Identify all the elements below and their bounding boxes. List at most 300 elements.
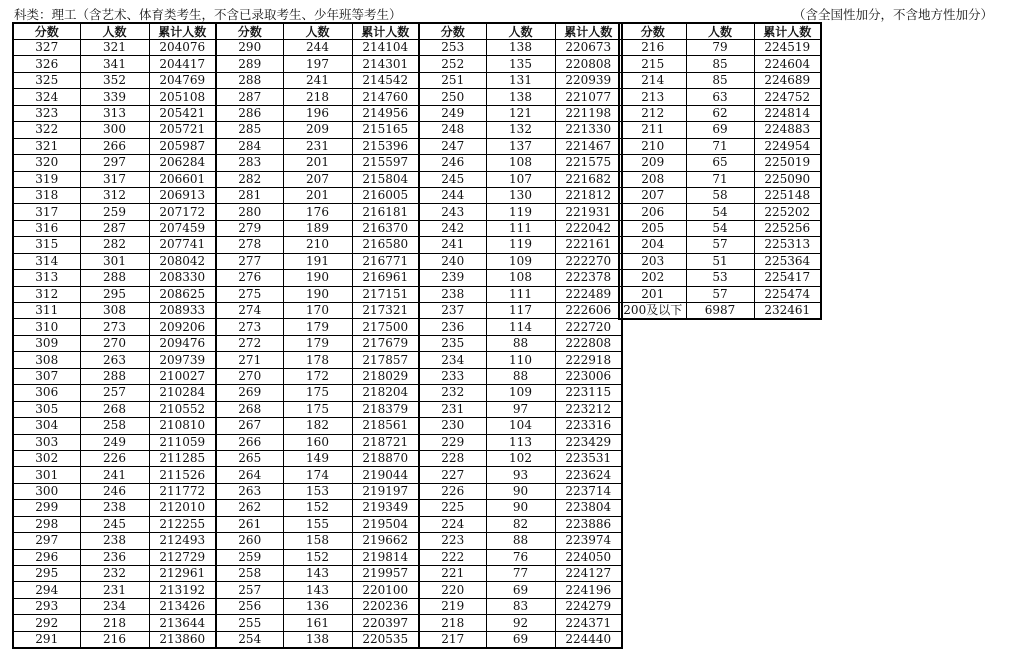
cell-cumulative: 214104	[352, 40, 419, 56]
cell-score: 303	[13, 434, 80, 450]
cell-count: 153	[283, 483, 352, 499]
table-row	[13, 631, 622, 648]
table-row	[13, 615, 622, 631]
cell-score: 201	[619, 286, 686, 302]
cell-score: 326	[13, 56, 80, 72]
cell-score: 302	[13, 450, 80, 466]
table-row	[13, 270, 622, 286]
cell-count: 176	[283, 204, 352, 220]
cell-score: 319	[13, 171, 80, 187]
cell-cumulative: 209206	[149, 319, 216, 335]
cell-cumulative: 225090	[754, 171, 821, 187]
cell-cumulative: 218204	[352, 385, 419, 401]
cell-score: 216	[619, 40, 686, 56]
cell-count: 58	[686, 187, 754, 203]
cell-count: 244	[283, 40, 352, 56]
table-row	[619, 105, 821, 121]
cell-score: 229	[419, 434, 486, 450]
cell-cumulative: 205987	[149, 138, 216, 154]
cell-score: 269	[216, 385, 283, 401]
table-row	[13, 434, 622, 450]
cell-cumulative: 217679	[352, 335, 419, 351]
cell-count: 90	[486, 500, 555, 516]
cell-count: 152	[283, 549, 352, 565]
cell-score: 321	[13, 138, 80, 154]
cell-count: 191	[283, 253, 352, 269]
cell-score: 286	[216, 105, 283, 121]
cell-count: 178	[283, 352, 352, 368]
cell-count: 301	[80, 253, 149, 269]
cell-cumulative: 220236	[352, 598, 419, 614]
cell-score: 252	[419, 56, 486, 72]
cell-count: 241	[283, 72, 352, 88]
cell-count: 158	[283, 533, 352, 549]
cell-count: 138	[486, 40, 555, 56]
cell-count: 117	[486, 303, 555, 319]
cell-cumulative: 225417	[754, 270, 821, 286]
cell-score: 223	[419, 533, 486, 549]
cell-cumulative: 219957	[352, 566, 419, 582]
cell-score: 257	[216, 582, 283, 598]
table-row	[13, 598, 622, 614]
cell-cumulative: 223886	[555, 516, 622, 532]
cell-score: 262	[216, 500, 283, 516]
cell-cumulative: 225474	[754, 286, 821, 302]
cell-cumulative: 222489	[555, 286, 622, 302]
cell-score: 205	[619, 220, 686, 236]
cell-count: 110	[486, 352, 555, 368]
cell-count: 175	[283, 401, 352, 417]
cell-cumulative: 216961	[352, 270, 419, 286]
cell-score: 217	[419, 631, 486, 648]
cell-score: 266	[216, 434, 283, 450]
cell-count: 172	[283, 368, 352, 384]
cell-cumulative: 212010	[149, 500, 216, 516]
cell-cumulative: 221077	[555, 89, 622, 105]
cell-cumulative: 214301	[352, 56, 419, 72]
cell-cumulative: 224050	[555, 549, 622, 565]
table-row	[13, 56, 622, 72]
cell-cumulative: 212729	[149, 549, 216, 565]
cell-count: 121	[486, 105, 555, 121]
table-row	[619, 253, 821, 269]
cell-count: 57	[686, 237, 754, 253]
cell-score: 274	[216, 303, 283, 319]
cell-score: 294	[13, 582, 80, 598]
table-row	[13, 566, 622, 582]
cell-cumulative: 224196	[555, 582, 622, 598]
cell-score: 232	[419, 385, 486, 401]
cell-score: 314	[13, 253, 80, 269]
cell-count: 232	[80, 566, 149, 582]
cell-count: 143	[283, 582, 352, 598]
cell-cumulative: 216181	[352, 204, 419, 220]
cell-count: 143	[283, 566, 352, 582]
col-header-count: 人数	[686, 23, 754, 40]
cell-score: 254	[216, 631, 283, 648]
cell-cumulative: 209476	[149, 335, 216, 351]
cell-count: 107	[486, 171, 555, 187]
cell-count: 189	[283, 220, 352, 236]
table-row	[13, 533, 622, 549]
cell-score: 260	[216, 533, 283, 549]
table-row	[13, 500, 622, 516]
col-header-cumulative: 累计人数	[149, 23, 216, 40]
cell-cumulative: 216370	[352, 220, 419, 236]
table-row	[13, 138, 622, 154]
cell-cumulative: 213426	[149, 598, 216, 614]
cell-count: 268	[80, 401, 149, 417]
cell-count: 257	[80, 385, 149, 401]
table-row	[13, 319, 622, 335]
table-row	[619, 270, 821, 286]
cell-score: 305	[13, 401, 80, 417]
cell-cumulative: 204076	[149, 40, 216, 56]
table-row	[619, 303, 821, 320]
cell-score: 311	[13, 303, 80, 319]
table-row	[13, 418, 622, 434]
cell-count: 295	[80, 286, 149, 302]
cell-score: 285	[216, 122, 283, 138]
cell-cumulative: 222042	[555, 220, 622, 236]
cell-cumulative: 224752	[754, 89, 821, 105]
cell-count: 79	[686, 40, 754, 56]
table-row	[619, 237, 821, 253]
cell-score: 323	[13, 105, 80, 121]
cell-cumulative: 209739	[149, 352, 216, 368]
table-row	[619, 56, 821, 72]
cell-score: 296	[13, 549, 80, 565]
cell-count: 236	[80, 549, 149, 565]
cell-cumulative: 217151	[352, 286, 419, 302]
cell-score: 317	[13, 204, 80, 220]
cell-cumulative: 219197	[352, 483, 419, 499]
cell-cumulative: 222270	[555, 253, 622, 269]
cell-score: 236	[419, 319, 486, 335]
cell-cumulative: 216005	[352, 187, 419, 203]
cell-score: 256	[216, 598, 283, 614]
cell-count: 231	[80, 582, 149, 598]
cell-cumulative: 220535	[352, 631, 419, 648]
cell-score: 245	[419, 171, 486, 187]
cell-cumulative: 222161	[555, 237, 622, 253]
cell-cumulative: 222378	[555, 270, 622, 286]
cell-cumulative: 207459	[149, 220, 216, 236]
col-header-score: 分数	[13, 23, 80, 40]
cell-count: 54	[686, 220, 754, 236]
col-header-score: 分数	[216, 23, 283, 40]
table-row	[13, 368, 622, 384]
cell-score: 280	[216, 204, 283, 220]
cell-cumulative: 221198	[555, 105, 622, 121]
cell-score: 259	[216, 549, 283, 565]
cell-count: 69	[486, 582, 555, 598]
cell-cumulative: 223714	[555, 483, 622, 499]
table-row	[13, 155, 622, 171]
cell-count: 51	[686, 253, 754, 269]
cell-cumulative: 217500	[352, 319, 419, 335]
cell-score: 309	[13, 335, 80, 351]
cell-cumulative: 212493	[149, 533, 216, 549]
col-header-cumulative: 累计人数	[352, 23, 419, 40]
cell-count: 190	[283, 286, 352, 302]
cell-count: 175	[283, 385, 352, 401]
cell-cumulative: 215396	[352, 138, 419, 154]
cell-score: 268	[216, 401, 283, 417]
cell-score: 249	[419, 105, 486, 121]
cell-count: 131	[486, 72, 555, 88]
cell-score: 211	[619, 122, 686, 138]
cell-cumulative: 204769	[149, 72, 216, 88]
table-row	[13, 385, 622, 401]
cell-score: 212	[619, 105, 686, 121]
cell-score: 316	[13, 220, 80, 236]
cell-count: 130	[486, 187, 555, 203]
cell-cumulative: 211772	[149, 483, 216, 499]
cell-cumulative: 225202	[754, 204, 821, 220]
cell-score: 265	[216, 450, 283, 466]
table-row	[13, 237, 622, 253]
cell-cumulative: 224279	[555, 598, 622, 614]
cell-score: 222	[419, 549, 486, 565]
cell-score: 244	[419, 187, 486, 203]
cell-score: 267	[216, 418, 283, 434]
cell-count: 138	[283, 631, 352, 648]
cell-count: 238	[80, 500, 149, 516]
col-header-count: 人数	[283, 23, 352, 40]
col-header-cumulative: 累计人数	[555, 23, 622, 40]
cell-cumulative: 218721	[352, 434, 419, 450]
cell-score: 224	[419, 516, 486, 532]
cell-cumulative: 215597	[352, 155, 419, 171]
cell-count: 249	[80, 434, 149, 450]
cell-score: 315	[13, 237, 80, 253]
table-row	[619, 138, 821, 154]
cell-cumulative: 220100	[352, 582, 419, 598]
cell-score: 291	[13, 631, 80, 648]
cell-count: 88	[486, 368, 555, 384]
cell-count: 90	[486, 483, 555, 499]
cell-count: 321	[80, 40, 149, 56]
cell-score: 284	[216, 138, 283, 154]
cell-count: 282	[80, 237, 149, 253]
cell-cumulative: 225313	[754, 237, 821, 253]
cell-count: 69	[686, 122, 754, 138]
cell-cumulative: 221575	[555, 155, 622, 171]
table-row	[13, 105, 622, 121]
cell-count: 111	[486, 220, 555, 236]
cell-score: 327	[13, 40, 80, 56]
cell-count: 85	[686, 56, 754, 72]
cell-count: 170	[283, 303, 352, 319]
cell-count: 174	[283, 467, 352, 483]
cell-count: 113	[486, 434, 555, 450]
cell-score: 219	[419, 598, 486, 614]
col-header-score: 分数	[419, 23, 486, 40]
cell-score: 304	[13, 418, 80, 434]
cell-score: 241	[419, 237, 486, 253]
table-row	[13, 582, 622, 598]
cell-cumulative: 214956	[352, 105, 419, 121]
cell-cumulative: 212961	[149, 566, 216, 582]
cell-score: 218	[419, 615, 486, 631]
cell-count: 57	[686, 286, 754, 302]
cell-score: 318	[13, 187, 80, 203]
cell-cumulative: 224883	[754, 122, 821, 138]
table-row	[13, 187, 622, 203]
cell-score: 301	[13, 467, 80, 483]
cell-cumulative: 211526	[149, 467, 216, 483]
cell-cumulative: 224954	[754, 138, 821, 154]
cell-cumulative: 218561	[352, 418, 419, 434]
cell-score: 281	[216, 187, 283, 203]
table-row	[13, 450, 622, 466]
cell-score: 258	[216, 566, 283, 582]
table-row	[619, 72, 821, 88]
cell-score: 263	[216, 483, 283, 499]
cell-cumulative: 222918	[555, 352, 622, 368]
cell-count: 339	[80, 89, 149, 105]
cell-count: 263	[80, 352, 149, 368]
cell-cumulative: 221931	[555, 204, 622, 220]
cell-cumulative: 215804	[352, 171, 419, 187]
cell-cumulative: 221330	[555, 122, 622, 138]
cell-cumulative: 220939	[555, 72, 622, 88]
cell-count: 82	[486, 516, 555, 532]
cell-score: 310	[13, 319, 80, 335]
cell-score: 306	[13, 385, 80, 401]
table-row	[619, 40, 821, 56]
cell-count: 136	[283, 598, 352, 614]
cell-count: 241	[80, 467, 149, 483]
cell-score: 213	[619, 89, 686, 105]
cell-score: 287	[216, 89, 283, 105]
cell-score: 297	[13, 533, 80, 549]
cell-count: 111	[486, 286, 555, 302]
cell-score: 243	[419, 204, 486, 220]
cell-count: 88	[486, 335, 555, 351]
cell-cumulative: 213192	[149, 582, 216, 598]
cell-cumulative: 224127	[555, 566, 622, 582]
cell-count: 312	[80, 187, 149, 203]
cell-cumulative: 206913	[149, 187, 216, 203]
cell-count: 238	[80, 533, 149, 549]
cell-score: 221	[419, 566, 486, 582]
cell-cumulative: 223115	[555, 385, 622, 401]
cell-cumulative: 219044	[352, 467, 419, 483]
table-row	[13, 89, 622, 105]
cell-score: 313	[13, 270, 80, 286]
header-row	[619, 23, 821, 40]
cell-cumulative: 216771	[352, 253, 419, 269]
cell-count: 160	[283, 434, 352, 450]
table-row	[619, 204, 821, 220]
cell-score: 242	[419, 220, 486, 236]
table-row	[13, 40, 622, 56]
cell-count: 93	[486, 467, 555, 483]
cell-cumulative: 208042	[149, 253, 216, 269]
cell-score: 240	[419, 253, 486, 269]
cell-cumulative: 223316	[555, 418, 622, 434]
cell-count: 218	[80, 615, 149, 631]
cell-score: 289	[216, 56, 283, 72]
table-row	[13, 220, 622, 236]
table-row	[13, 516, 622, 532]
cell-count: 71	[686, 171, 754, 187]
cell-cumulative: 221682	[555, 171, 622, 187]
cell-score: 283	[216, 155, 283, 171]
cell-cumulative: 223212	[555, 401, 622, 417]
cell-count: 179	[283, 319, 352, 335]
cell-count: 317	[80, 171, 149, 187]
cell-score: 295	[13, 566, 80, 582]
cell-score: 261	[216, 516, 283, 532]
cell-score: 307	[13, 368, 80, 384]
cell-cumulative: 223429	[555, 434, 622, 450]
cell-cumulative: 225364	[754, 253, 821, 269]
cell-count: 259	[80, 204, 149, 220]
cell-score: 275	[216, 286, 283, 302]
table-row	[13, 483, 622, 499]
cell-count: 137	[486, 138, 555, 154]
cell-count: 152	[283, 500, 352, 516]
cell-cumulative: 208933	[149, 303, 216, 319]
table-row	[619, 286, 821, 302]
col-header-score: 分数	[619, 23, 686, 40]
cell-score: 200及以下	[619, 303, 686, 320]
cell-count: 119	[486, 204, 555, 220]
table-row	[619, 187, 821, 203]
col-header-count: 人数	[80, 23, 149, 40]
cell-cumulative: 223531	[555, 450, 622, 466]
cell-score: 312	[13, 286, 80, 302]
cell-cumulative: 232461	[754, 303, 821, 320]
cell-score: 203	[619, 253, 686, 269]
cell-score: 247	[419, 138, 486, 154]
cell-count: 246	[80, 483, 149, 499]
table-row	[13, 303, 622, 319]
cell-cumulative: 213860	[149, 631, 216, 648]
cell-cumulative: 225256	[754, 220, 821, 236]
cell-count: 231	[283, 138, 352, 154]
cell-count: 54	[686, 204, 754, 220]
cell-score: 299	[13, 500, 80, 516]
cell-score: 272	[216, 335, 283, 351]
cell-count: 196	[283, 105, 352, 121]
cell-cumulative: 220397	[352, 615, 419, 631]
cell-cumulative: 214760	[352, 89, 419, 105]
cell-count: 207	[283, 171, 352, 187]
cell-score: 273	[216, 319, 283, 335]
cell-cumulative: 219504	[352, 516, 419, 532]
cell-count: 297	[80, 155, 149, 171]
cell-cumulative: 213644	[149, 615, 216, 631]
table-row	[619, 122, 821, 138]
cell-score: 322	[13, 122, 80, 138]
cell-score: 235	[419, 335, 486, 351]
cell-cumulative: 222808	[555, 335, 622, 351]
cell-count: 218	[283, 89, 352, 105]
cell-cumulative: 211059	[149, 434, 216, 450]
cell-count: 266	[80, 138, 149, 154]
cell-cumulative: 224519	[754, 40, 821, 56]
cell-count: 201	[283, 187, 352, 203]
cell-cumulative: 224371	[555, 615, 622, 631]
cell-count: 69	[486, 631, 555, 648]
cell-count: 92	[486, 615, 555, 631]
cell-score: 226	[419, 483, 486, 499]
cell-score: 225	[419, 500, 486, 516]
